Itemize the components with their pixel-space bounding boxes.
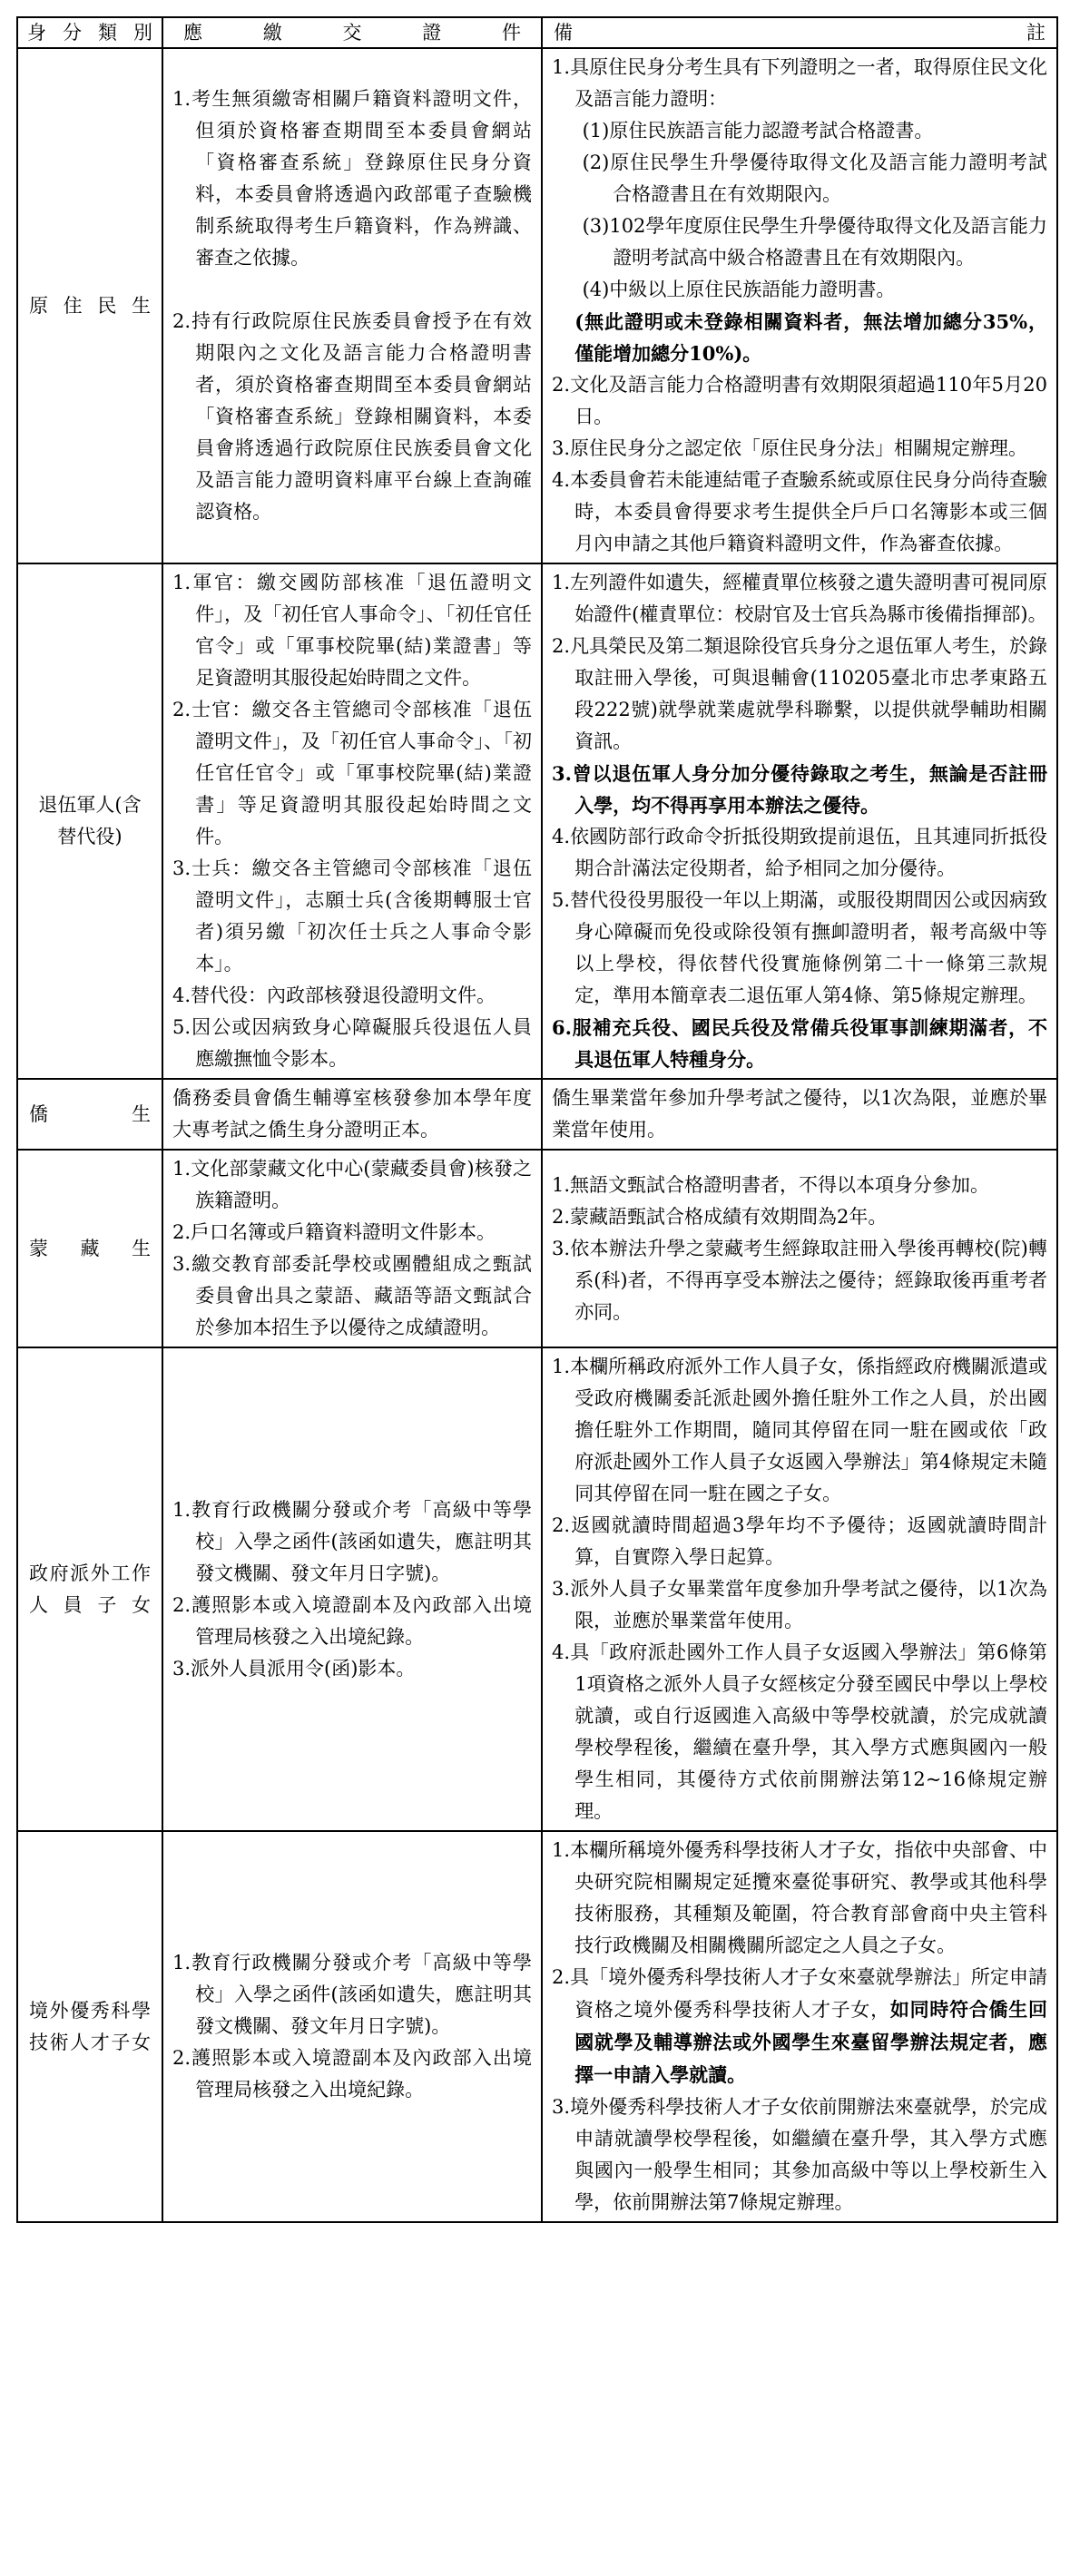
list-item: 僑生畢業當年參加升學考試之優待，以1次為限，並應於畢業當年使用。 [552, 1087, 1047, 1141]
note-plain-text: 2.具「境外優秀科學技術人才子女來臺就學辦法」所定申請資格之境外優秀科學技術人才子女， [552, 1966, 1047, 2021]
documents-cell [162, 563, 542, 1079]
list-item: 1.本欄所稱政府派外工作人員子女，係指經政府機關派遣或受政府機關委託派赴國外擔任駐外工作之人員，於出國擔任駐外工作期間，隨同其停留在同一駐在國或依「政府派赴國外工作人員子女返國入學辦法」第4條規定未隨同其停留在同一駐在國之子女。 [552, 1356, 1047, 1504]
table-row [17, 1079, 1057, 1150]
list-item: 1.軍官：繳交國防部核准「退伍證明文件」，及「初任官人事命令」、「初任官任官令」或「軍事校院畢(結)業證書」等足資證明其服役起始時間之文件。 [172, 572, 532, 689]
remarks-cell [542, 1150, 1057, 1347]
list-item: 2.護照影本或入境證副本及內政部入出境管理局核發之入出境紀錄。 [172, 1593, 532, 1648]
remarks-cell [542, 1079, 1057, 1150]
list-item: 僑務委員會僑生輔導室核發參加本學年度大專考試之僑生身分證明正本。 [172, 1087, 532, 1141]
documents-cell [162, 1079, 542, 1150]
bold-list-item: 6.服補充兵役、國民兵役及常備兵役軍事訓練期滿者，不具退伍軍人特種身分。 [552, 1016, 1047, 1071]
list-item: 3.派外人員子女畢業當年度參加升學考試之優待，以1次為限，並應於畢業當年使用。 [552, 1578, 1047, 1631]
list-item: 4.依國防部行政命令折抵役期致提前退伍，且其連同折抵役期合計滿法定役期者，給予相同之加分優待。 [552, 826, 1047, 879]
list-item: 2.士官：繳交各主管總司令部核准「退伍證明文件」，及「初任官人事命令」、「初任官任官令」或「軍事校院畢(結)業證書」等足資證明其服役起始時間之文件。 [172, 699, 532, 847]
identity-documents-table [16, 16, 1058, 2223]
list-item: 4.具「政府派赴國外工作人員子女返國入學辦法」第6條第1項資格之派外人員子女經核定分發至國民中學以上學校就讀，或自行返國進入高級中等學校就讀，於完成就讀學校學程後，繼續在臺升學，其入學方式應與國內一般學生相同，其優待方式依前開辦法第12~16條規定辦理。 [552, 1641, 1047, 1822]
documents-cell [162, 1150, 542, 1347]
table-row [17, 1347, 1057, 1831]
category-cell: 境外優秀科學技術人才子女 [17, 1831, 162, 2222]
list-item [552, 1962, 1047, 2091]
list-item: 1.具原住民身分考生具有下列證明之一者，取得原住民文化及語言能力證明： [552, 56, 1047, 110]
remarks-cell [542, 563, 1057, 1079]
list-item: 2.返國就讀時間超過3學年均不予優待；返國就讀時間計算，自實際入學日起算。 [552, 1514, 1047, 1568]
table-row [17, 1150, 1057, 1347]
list-item: 2.護照影本或入境證副本及內政部入出境管理局核發之入出境紀錄。 [172, 2047, 532, 2101]
list-item: 3.境外優秀科學技術人才子女依前開辦法來臺就學，於完成申請就讀學校學程後，如繼續在臺升學，其入學方式應與國內一般學生相同；其參加高級中等以上學校新生入學，依前開辦法第7條規定辦理。 [552, 2096, 1047, 2213]
category-cell: 政府派外工作人員子女 [17, 1347, 162, 1831]
note-bold-text: 如同時符合僑生回國就學及輔導辦法或外國學生來臺留學辦法規定者，應擇一申請入學就讀。 [574, 1998, 1048, 2086]
list-item: 2.持有行政院原住民族委員會授予在有效期限內之文化及語言能力合格證明書者，須於資格審查期間至本委員會網站「資格審查系統」登錄相關資料，本委員會將透過行政院原住民族委員會文化及語言能力證明資料庫平台線上查詢確認資格。 [172, 310, 532, 523]
header-category: 身分類別 [17, 17, 162, 48]
documents-cell [162, 1347, 542, 1831]
bold-list-item: 3.曾以退伍軍人身分加分優待錄取之考生，無論是否註冊入學，均不得再享用本辦法之優待。 [552, 762, 1047, 817]
category-cell: 退伍軍人(含替代役) [17, 563, 162, 1079]
remarks-cell [542, 48, 1057, 563]
remarks-cell [542, 1347, 1057, 1831]
list-item: 2.文化及語言能力合格證明書有效期限須超過110年5月20日。 [552, 374, 1047, 427]
list-item: 4.替代役：內政部核發退役證明文件。 [172, 984, 496, 1006]
list-item: 1.教育行政機關分發或介考「高級中等學校」入學之函件(該函如遺失，應註明其發文機關、發文年月日字號)。 [172, 1498, 532, 1584]
list-item: 2.凡具榮民及第二類退除役官兵身分之退伍軍人考生，於錄取註冊入學後，可與退輔會(110205臺北市忠孝東路五段222號)就學就業處就學科聯繫，以提供就學輔助相關資訊。 [552, 635, 1047, 752]
list-subitem: (2)原住民學生升學優待取得文化及語言能力證明考試合格證書且在有效期限內。 [582, 152, 1047, 205]
table-row [17, 48, 1057, 563]
table-header-row [17, 17, 1057, 48]
category-cell: 原住民生 [17, 48, 162, 563]
list-item: 1.文化部蒙藏文化中心(蒙藏委員會)核發之族籍證明。 [172, 1158, 532, 1211]
list-item: 3.派外人員派用令(函)影本。 [172, 1657, 416, 1680]
header-remarks-left: 備 [554, 22, 797, 44]
list-item: 3.繳交教育部委託學校或團體組成之甄試委員會出具之蒙語、藏語等語文甄試合於參加本招生予以優待之成績證明。 [172, 1253, 532, 1338]
bold-note: (無此證明或未登錄相關資料者，無法增加總分35%，僅能增加總分10%)。 [574, 310, 1047, 365]
list-item: 1.左列證件如遺失，經權責單位核發之遺失證明書可視同原始證件(權責單位：校尉官及士官兵為縣市後備指揮部)。 [552, 572, 1047, 625]
list-item: 3.原住民身分之認定依「原住民身分法」相關規定辦理。 [552, 437, 1028, 459]
list-item: 2.蒙藏語甄試合格成績有效期間為2年。 [552, 1205, 888, 1228]
documents-cell [162, 48, 542, 563]
category-cell: 蒙藏生 [17, 1150, 162, 1347]
category-cell: 僑生 [17, 1079, 162, 1150]
list-item: 1.教育行政機關分發或介考「高級中等學校」入學之函件(該函如遺失，應註明其發文機關、發文年月日字號)。 [172, 1952, 532, 2037]
list-item: 4.本委員會若未能連結電子查驗系統或原住民身分尚待查驗時，本委員會得要求考生提供全戶戶口名簿影本或三個月內申請之其他戶籍資料證明文件，作為審查依據。 [552, 469, 1047, 554]
table-row [17, 563, 1057, 1079]
header-remarks-right: 註 [1026, 22, 1045, 44]
list-item: 5.因公或因病致身心障礙服兵役退伍人員應繳撫恤令影本。 [172, 1016, 532, 1070]
remarks-cell [542, 1831, 1057, 2222]
header-documents: 應繳交證件 [162, 17, 542, 48]
table-row [17, 1831, 1057, 2222]
documents-cell [162, 1831, 542, 2222]
list-subitem: (1)原住民族語言能力認證考試合格證書。 [582, 120, 934, 142]
list-item: 1.本欄所稱境外優秀科學技術人才子女，指依中央部會、中央研究院相關規定延攬來臺從事研究、教學或其他科學技術服務，其種類及範圍，符合教育部會商中央主管科技行政機關及相關機關所認定之人員之子女。 [552, 1839, 1047, 1956]
list-item: 1.無語文甄試合格證明書者，不得以本項身分參加。 [552, 1173, 990, 1196]
list-subitem: (3)102學年度原住民學生升學優待取得文化及語言能力證明考試高中級合格證書且在有效期限內。 [582, 215, 1047, 269]
header-remarks [542, 17, 1057, 48]
list-subitem: (4)中級以上原住民族語能力證明書。 [582, 279, 896, 300]
list-item: 2.戶口名簿或戶籍資料證明文件影本。 [172, 1221, 496, 1243]
list-item: 3.依本辦法升學之蒙藏考生經錄取註冊入學後再轉校(院)轉系(科)者，不得再享受本辦法之優待；經錄取後再重考者亦同。 [552, 1237, 1047, 1323]
list-item: 5.替代役役男服役一年以上期滿，或服役期間因公或因病致身心障礙而免役或除役領有撫卹證明者，報考高級中等以上學校，得依替代役實施條例第二十一條第三款規定，準用本簡章表二退伍軍人第4條、第5條規定辦理。 [552, 889, 1047, 1006]
list-item: 1.考生無須繳寄相關戶籍資料證明文件，但須於資格審查期間至本委員會網站「資格審查系統」登錄原住民身分資料，本委員會將透過內政部電子查驗機制系統取得考生戶籍資料，作為辨識、審查之依據。 [172, 88, 532, 269]
list-item: 3.士兵：繳交各主管總司令部核准「退伍證明文件」，志願士兵(含後期轉服士官者)須另繳「初次任士兵之人事命令影本」。 [172, 857, 532, 975]
